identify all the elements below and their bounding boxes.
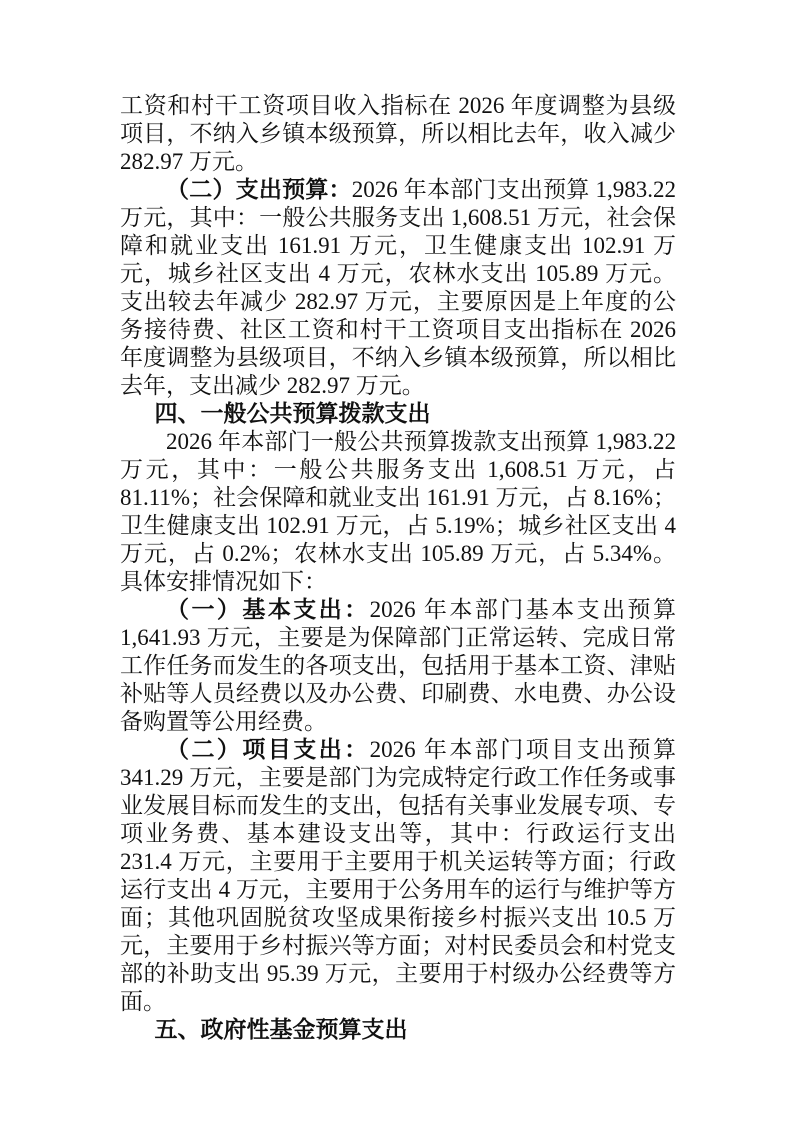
paragraph-project-expense (120, 736, 676, 1016)
paragraph-text: 2026 年本部门支出预算 1,983.22 万元，其中：一般公共服务支出 1,608.51 万元，社会保障和就业支出 161.91 万元，卫生健康支出 102.91 万元，城乡社区支出 4 万元，农林水支出 105.89 万元。支出较去年减少 282.97 万元，主要原因是上年度的公务接待费、社区工资和村干工资项目支出指标在 2026 年度调整为县级项目，不纳入乡镇本级预算，所以相比去年，支出减少 282.97 万元。 (120, 177, 677, 398)
document-content (120, 92, 676, 1044)
paragraph-income-continuation (120, 92, 676, 176)
section-heading-five (120, 1016, 676, 1044)
paragraph-lead: （二）支出预算： (166, 177, 352, 202)
paragraph-lead: （一）基本支出： (166, 597, 370, 622)
paragraph-text: 2026 年本部门一般公共预算拨款支出预算 1,983.22 万元，其中：一般公共服务支出 1,608.51 万元，占 81.11%；社会保障和就业支出 161.91 万元，占 8.16%；卫生健康支出 102.91 万元，占 5.19%；城乡社区支出 4 万元，占 0.2%；农林水支出 105.89 万元，占 5.34%。具体安排情况如下： (120, 429, 676, 594)
section-heading-four (120, 400, 676, 428)
paragraph-text: 工资和村干工资项目收入指标在 2026 年度调整为县级项目，不纳入乡镇本级预算，所以相比去年，收入减少 282.97 万元。 (120, 93, 676, 174)
paragraph-lead: （二）项目支出： (166, 737, 370, 762)
paragraph-basic-expense (120, 596, 676, 736)
paragraph-expense-budget (120, 176, 676, 400)
paragraph-text: 2026 年本部门项目支出预算 341.29 万元，主要是部门为完成特定行政工作任务或事业发展目标而发生的支出，包括有关事业发展专项、专项业务费、基本建设支出等，其中：行政运行支出 231.4 万元，主要用于主要用于机关运转等方面；行政运行支出 4 万元，主要用于公务用车的运行与维护等方面；其他巩固脱贫攻坚成果衔接乡村振兴支出 10.5 万元，主要用于乡村振兴等方面；对村民委员会和村党支部的补助支出 95.39 万元，主要用于村级办公经费等方面。 (120, 737, 677, 1014)
heading-text: 四、一般公共预算拨款支出 (154, 401, 431, 426)
paragraph-text: 2026 年本部门基本支出预算 1,641.93 万元，主要是为保障部门正常运转、完成日常工作任务而发生的各项支出，包括用于基本工资、津贴补贴等人员经费以及办公费、印刷费、水电费、办公设备购置等公用经费。 (120, 597, 677, 734)
paragraph-general-public-budget (120, 428, 676, 596)
heading-text: 五、政府性基金预算支出 (154, 1017, 408, 1042)
